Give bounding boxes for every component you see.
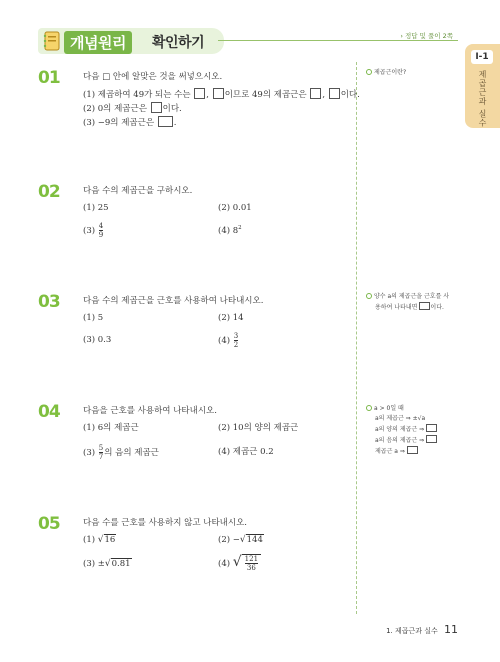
brand-title: 개념원리 [64, 31, 132, 54]
answer-reference: › 정답 및 풀이 2쪽 [400, 32, 453, 40]
question-item: (3) −9의 제곱근은 . [83, 118, 177, 128]
item-label: (3) [83, 118, 96, 128]
chapter-number: I-1 [471, 50, 493, 64]
section-title: 확인하기 [152, 35, 205, 51]
question-number: 02 [38, 182, 60, 202]
answer-blank[interactable] [407, 446, 418, 454]
radicand: 144 [246, 535, 263, 545]
question-item: (1) √16 [83, 535, 116, 545]
side-note-radical: 양수 a의 제곱근을 근호를 사 용하여 나타내면 이다. [366, 292, 449, 313]
question-item: (1) 6의 제곱근 [83, 423, 139, 433]
question-item: (1) 제곱하여 49가 되는 수는 , 이므로 49의 제곱근은 , 이다. [83, 90, 360, 100]
answer-blank[interactable] [151, 102, 162, 113]
answer-blank[interactable] [194, 88, 205, 99]
question-item: (3) ±√0.81 [83, 559, 131, 569]
question-item: (1) 5 [83, 313, 104, 323]
note-bullet-icon [366, 405, 372, 411]
question-prompt: 다음을 근호를 사용하여 나타내시오. [83, 406, 217, 416]
radical-sign: √ [232, 554, 242, 570]
question-item: (3) $\frac{5}{7}$ 의 음의 제곱근 [83, 444, 159, 461]
fraction: $\frac{5}{7}$ [98, 444, 104, 461]
question-prompt: 다음 수의 제곱근을 구하시오. [83, 186, 193, 196]
answer-blank[interactable] [426, 424, 437, 432]
radicand: 0.81 [111, 559, 131, 569]
question-item: (2) 14 [218, 313, 244, 323]
question-prompt: 다음 수를 근호를 사용하지 않고 나타내시오. [83, 518, 248, 528]
page-number: 11 [444, 623, 458, 636]
answer-blank[interactable] [329, 88, 340, 99]
radical-sign: √ [97, 535, 104, 545]
question-item: (4) $\frac{3}{2}$ [218, 332, 239, 349]
answer-blank[interactable] [419, 302, 430, 310]
side-note-definition: 제곱근이란? [366, 68, 406, 78]
page-header [38, 28, 455, 54]
footer-chapter: 1. 제곱근과 실수 [386, 627, 438, 635]
fraction: $\frac{3}{2}$ [233, 332, 239, 349]
chapter-title: 제곱근과 실수 [478, 70, 487, 128]
question-item: (3) 0.3 [83, 335, 112, 345]
question-item: (4) √ $\frac{121}{36}$ [218, 554, 261, 572]
question-item: (3) $\frac{4}{9}$ [83, 222, 104, 239]
radical-sign: √ [104, 559, 111, 569]
question-number: 04 [38, 402, 60, 422]
question-item: (2) −√144 [218, 535, 263, 545]
fraction: $\frac{121}{36}$ [244, 555, 259, 572]
header-rule [218, 40, 458, 41]
answer-blank[interactable] [213, 88, 224, 99]
question-prompt: 다음 □ 안에 알맞은 것을 써넣으시오. [83, 72, 223, 82]
side-note-summary: a > 0일 때 a의 제곱근 ⇒ ±√a a의 양의 제곱근 ⇒ a의 음의 제곱근 ⇒ 제곱근 a ⇒ [366, 404, 437, 457]
answer-blank[interactable] [310, 88, 321, 99]
answer-blank[interactable] [158, 116, 173, 127]
chapter-tab [465, 44, 500, 128]
question-item: (2) 0의 제곱근은 이다. [83, 104, 182, 114]
page-footer [386, 623, 458, 636]
radicand: 16 [104, 535, 116, 545]
question-prompt: 다음 수의 제곱근을 근호를 사용하여 나타내시오. [83, 296, 264, 306]
question-number: 03 [38, 292, 60, 312]
fraction: $\frac{4}{9}$ [98, 222, 104, 239]
note-bullet-icon [366, 69, 372, 75]
radical-sign: √ [239, 535, 246, 545]
question-number: 05 [38, 514, 60, 534]
question-item: (2) 10의 양의 제곱근 [218, 423, 299, 433]
question-item: (1) 25 [83, 203, 109, 213]
question-item: (2) 0.01 [218, 203, 252, 213]
question-item: (4) $8^2$ [218, 225, 242, 236]
question-item: (4) 제곱근 0.2 [218, 447, 274, 457]
notebook-icon [42, 30, 62, 52]
item-label: (1) [83, 90, 96, 100]
column-divider [356, 62, 357, 614]
answer-blank[interactable] [426, 435, 437, 443]
item-label: (2) [83, 104, 96, 114]
question-number: 01 [38, 68, 60, 88]
note-bullet-icon [366, 293, 372, 299]
